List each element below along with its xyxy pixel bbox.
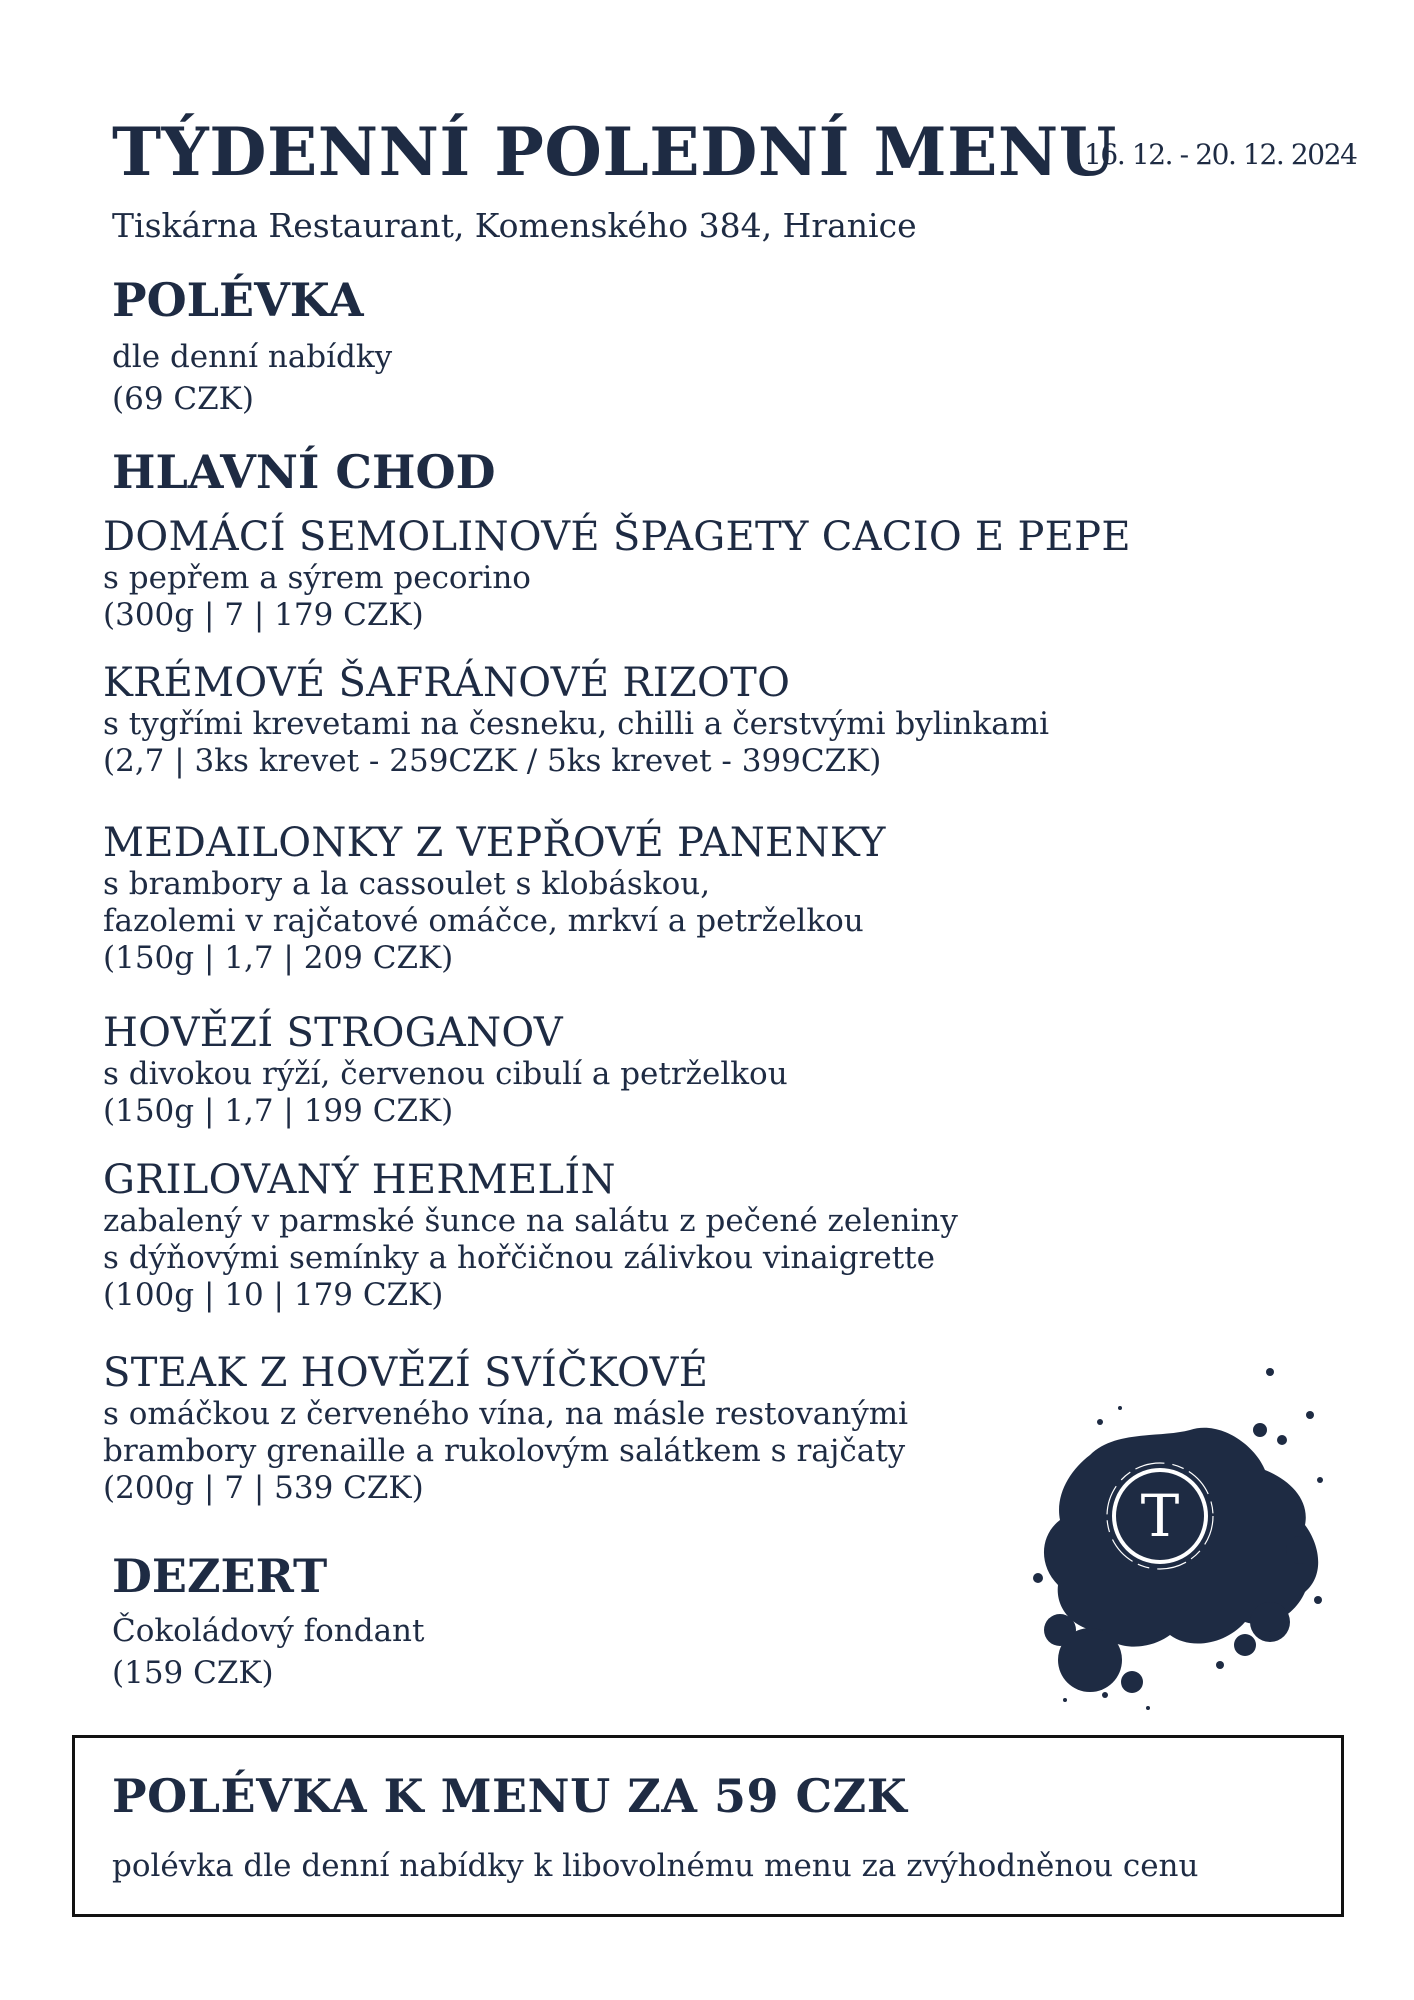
dish-name: GRILOVANÝ HERMELÍN: [103, 1157, 616, 1203]
dish-description: zabalený v parmské šunce na salátu z pečené zeleniny: [103, 1203, 958, 1239]
soup-price: (69 CZK): [112, 381, 254, 417]
soup-description: dle denní nabídky: [112, 339, 393, 375]
dish-description: fazolemi v rajčatové omáčce, mrkví a petrželkou: [103, 903, 864, 939]
dish-price: (150g | 1,7 | 199 CZK): [103, 1093, 454, 1129]
dish-description: s omáčkou z červeného vína, na másle restovanými: [103, 1396, 909, 1432]
dish-item: [103, 514, 1131, 634]
tiskarna-logo-splash: [1020, 1360, 1330, 1720]
dish-name: HOVĚZÍ STROGANOV: [103, 1010, 563, 1056]
menu-dates: 16. 12. - 20. 12. 2024: [1084, 138, 1357, 171]
dessert-heading: DEZERT: [112, 1549, 328, 1603]
dish-description: s tygřími krevetami na česneku, chilli a čerstvými bylinkami: [103, 706, 1050, 742]
dish-price: (150g | 1,7 | 209 CZK): [103, 940, 454, 976]
dish-price: (300g | 7 | 179 CZK): [103, 597, 424, 633]
dessert-description: Čokoládový fondant: [112, 1613, 425, 1649]
dish-item: [103, 660, 1049, 780]
dish-item: [103, 1350, 908, 1507]
dish-description: s brambory a la cassoulet s klobáskou,: [103, 866, 711, 902]
promo-title: POLÉVKA K MENU ZA 59 CZK: [112, 1769, 908, 1823]
dish-name: KRÉMOVÉ ŠAFRÁNOVÉ RIZOTO: [103, 660, 791, 706]
main-course-heading: HLAVNÍ CHOD: [112, 445, 496, 499]
promo-box: [72, 1735, 1344, 1917]
dish-item: [103, 820, 886, 977]
dish-name: MEDAILONKY Z VEPŘOVÉ PANENKY: [103, 820, 886, 866]
dish-item: [103, 1010, 788, 1130]
soup-heading: POLÉVKA: [112, 273, 364, 327]
dish-item: [103, 1157, 958, 1314]
dish-description: s pepřem a sýrem pecorino: [103, 560, 531, 596]
restaurant-address: Tiskárna Restaurant, Komenského 384, Hranice: [112, 206, 917, 245]
dish-description: s dýňovými semínky a hořčičnou zálivkou vinaigrette: [103, 1240, 935, 1276]
promo-text: polévka dle denní nabídky k libovolnému menu za zvýhodněnou cenu: [112, 1848, 1199, 1884]
dish-price: (2,7 | 3ks krevet - 259CZK / 5ks krevet - 399CZK): [103, 743, 882, 779]
dish-description: brambory grenaille a rukolovým salátkem s rajčaty: [103, 1433, 906, 1469]
dish-name: STEAK Z HOVĚZÍ SVÍČKOVÉ: [103, 1350, 709, 1396]
logo-letter: T: [1140, 1482, 1180, 1550]
dish-description: s divokou rýží, červenou cibulí a petrželkou: [103, 1056, 788, 1092]
dessert-price: (159 CZK): [112, 1655, 274, 1691]
dish-price: (100g | 10 | 179 CZK): [103, 1277, 444, 1313]
dish-name: DOMÁCÍ SEMOLINOVÉ ŠPAGETY CACIO E PEPE: [103, 514, 1131, 560]
dish-price: (200g | 7 | 539 CZK): [103, 1470, 424, 1506]
page-title: TÝDENNÍ POLEDNÍ MENU: [112, 113, 1117, 191]
